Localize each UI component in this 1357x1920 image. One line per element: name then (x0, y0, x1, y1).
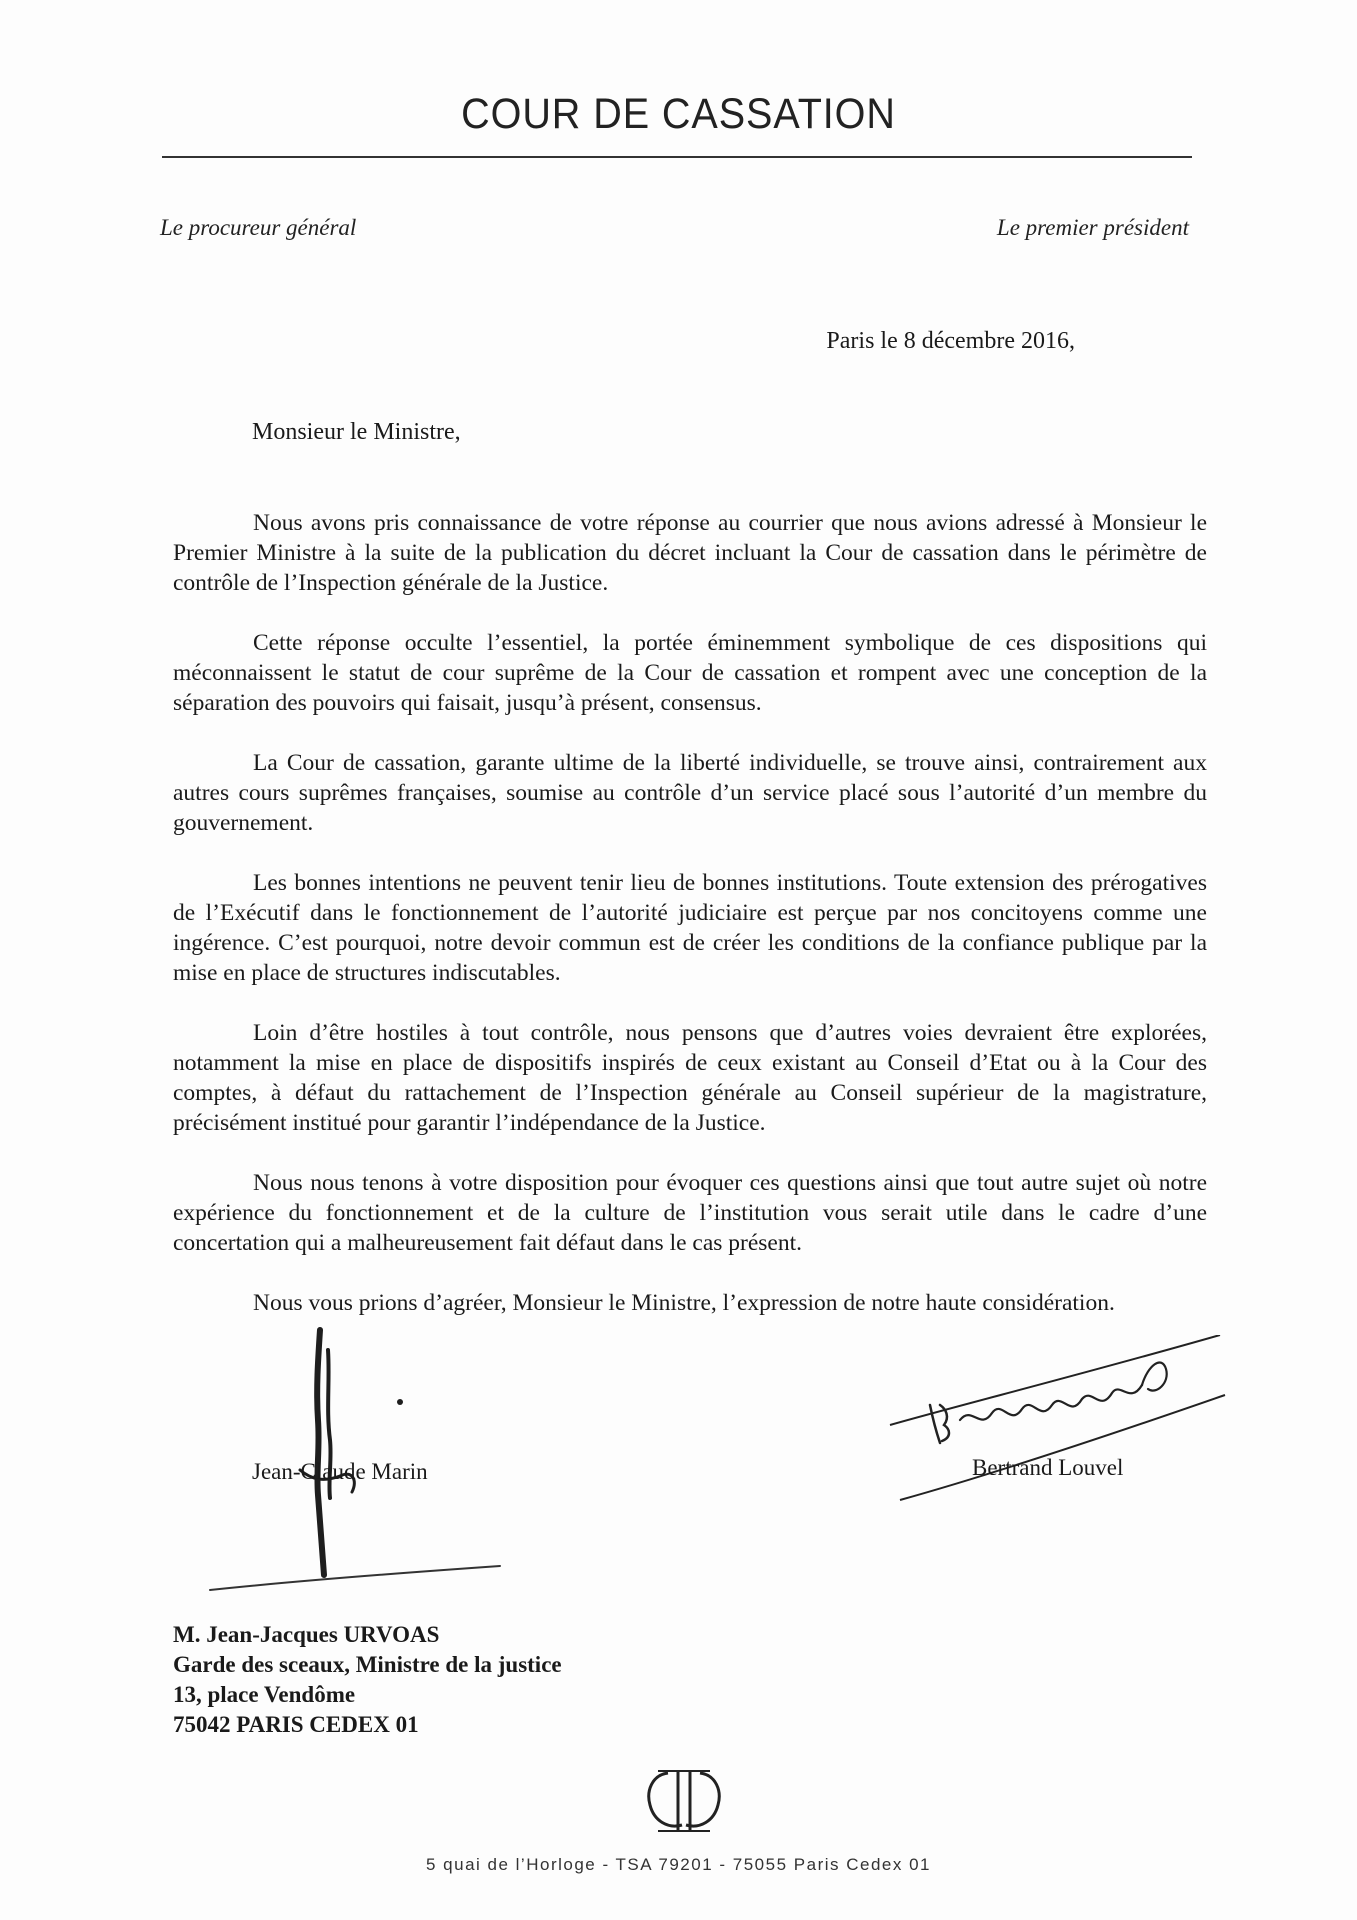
closing-formula: Nous vous prions d’agréer, Monsieur le Ministre, l’expression de notre haute considération. (253, 1290, 1115, 1316)
signature-flourish (205, 1560, 505, 1600)
masthead-divider (162, 156, 1192, 158)
signatory-right-name: Bertrand Louvel (972, 1455, 1124, 1480)
signatory-left-name: Jean-Claude Marin (252, 1459, 428, 1484)
letter-date: Paris le 8 décembre 2016, (826, 328, 1075, 354)
salutation: Monsieur le Ministre, (252, 419, 461, 445)
paragraph-3: La Cour de cassation, garante ultime de la liberté individuelle, se trouve ainsi, contrairement aux autres cours suprêmes françaises, soumise au contrôle d’un service placé sous l’autorité d’un membre du gouvernement. (173, 750, 1207, 836)
paragraph-6: Nous nous tenons à votre disposition pour évoquer ces questions ainsi que tout autre sujet où notre expérience du fonctionnement et de la culture de l’institution vous serait utile dans le cadre d’une concertation qui a malheureusement fait défaut dans le cas présent. (173, 1170, 1207, 1256)
signature-marin (240, 1320, 450, 1580)
paragraph-1: Nous avons pris connaissance de votre réponse au courrier que nous avions adressé à Monsieur le Premier Ministre à la suite de la publication du décret incluant la Cour de cassation dans le périmètre de contrôle de l’Inspection générale de la Justice. (173, 510, 1207, 596)
letter-body (173, 508, 1207, 1348)
role-procureur: Le procureur général (160, 215, 357, 240)
role-premier-president: Le premier président (996, 215, 1189, 240)
court-monogram-icon (638, 1765, 730, 1837)
signature-louvel (880, 1335, 1230, 1515)
recipient-line-3: 13, place Vendôme (173, 1682, 356, 1707)
recipient-line-2: Garde des sceaux, Ministre de la justice (173, 1652, 562, 1677)
paragraph-4: Les bonnes intentions ne peuvent tenir lieu de bonnes institutions. Toute extension des prérogatives de l’Exécutif dans le fonctionnement de l’autorité judiciaire est perçue par nos concitoyens comme une ingérence. C’est pourquoi, notre devoir commun est de créer les conditions de la confiance publique par la mise en place de structures indiscutables. (173, 870, 1207, 986)
recipient-line-4: 75042 PARIS CEDEX 01 (173, 1712, 419, 1737)
paragraph-5: Loin d’être hostiles à tout contrôle, nous pensons que d’autres voies devraient être explorées, notamment la mise en place de dispositifs inspirés de ceux existant au Conseil d’Etat ou à la Cour des comptes, à défaut du rattachement de l’Inspection générale au Conseil supérieur de la magistrature, précisément institué pour garantir l’indépendance de la Justice. (173, 1020, 1207, 1136)
footer-address: 5 quai de l’Horloge - TSA 79201 - 75055 Paris Cedex 01 (425, 1855, 931, 1874)
recipient-address (173, 1620, 562, 1740)
recipient-line-1: M. Jean-Jacques URVOAS (173, 1622, 440, 1647)
paragraph-2: Cette réponse occulte l’essentiel, la portée éminemment symbolique de ces dispositions qui méconnaissent le statut de cour suprême de la Cour de cassation et rompent avec une conception de la séparation des pouvoirs qui faisait, jusqu’à présent, consensus. (173, 630, 1207, 716)
masthead-title: COUR DE CASSATION (461, 90, 896, 138)
